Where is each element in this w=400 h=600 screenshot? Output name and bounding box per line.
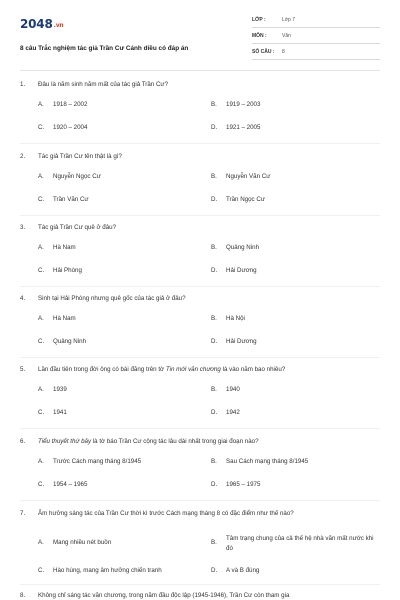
option-letter: D. bbox=[211, 267, 218, 274]
question-text: Đâu là năm sinh năm mất của tác giả Trần Cư? bbox=[38, 81, 169, 88]
option-letter: B. bbox=[211, 386, 217, 393]
question-text bbox=[38, 438, 380, 445]
option-letter: A. bbox=[38, 386, 44, 393]
option-text: Hà Nam bbox=[53, 315, 76, 322]
question-text: Sinh tại Hải Phòng nhưng quê gốc của tác giả ở đâu? bbox=[38, 295, 186, 302]
logo-suffix: .vn bbox=[53, 22, 64, 29]
option-letter: A. bbox=[38, 458, 44, 465]
option-text: Quảng Ninh bbox=[226, 244, 260, 251]
option-letter: B. bbox=[211, 315, 217, 322]
option-letter: C. bbox=[38, 267, 45, 274]
option-text: Trần Ngọc Cư bbox=[226, 196, 265, 203]
option-text: 1920 – 2004 bbox=[53, 124, 88, 131]
question-text: Tác giả Trần Cư tên thật là gì? bbox=[38, 153, 122, 160]
question-text: Không chỉ sáng tác văn chương, trong năm đầu độc lập (1945-1946), Trần Cư còn tham gia bbox=[38, 592, 290, 599]
header-divider bbox=[20, 70, 380, 71]
option-letter: A. bbox=[38, 101, 44, 108]
option-text: Nguyễn Ngọc Cư bbox=[53, 173, 101, 180]
option-text: A và B đúng bbox=[226, 567, 260, 574]
header bbox=[20, 12, 380, 64]
question-number: 3. bbox=[20, 224, 26, 231]
option-letter: D. bbox=[211, 196, 218, 203]
option-letter: C. bbox=[38, 481, 45, 488]
option-text: 1941 bbox=[53, 409, 67, 416]
option-text: Tâm trạng chung của cả thế hệ nhà văn mất nước khi đó bbox=[226, 535, 374, 552]
meta-value: Lớp 7 bbox=[282, 17, 296, 23]
meta-key: LỚP : bbox=[252, 17, 266, 23]
question-text: Tác giả Trần Cư quê ở đâu? bbox=[38, 224, 117, 231]
option-letter: C. bbox=[38, 124, 45, 131]
option-text: Hà Nam bbox=[53, 244, 76, 251]
option-text: 1918 – 2002 bbox=[53, 101, 88, 108]
option-text: Trước Cách mạng tháng 8/1945 bbox=[53, 458, 142, 465]
option-letter: A. bbox=[38, 244, 44, 251]
question-text-post: là tờ báo Trần Cư cộng tác lâu dài nhất trong giai đoạn nào? bbox=[91, 438, 259, 445]
option-letter: C. bbox=[38, 196, 45, 203]
option-text: 1939 bbox=[53, 386, 67, 393]
question-number: 5. bbox=[20, 366, 26, 373]
question-text-post: là vào năm bao nhiêu? bbox=[220, 366, 286, 373]
option-text: 1942 bbox=[226, 409, 240, 416]
question-divider bbox=[20, 143, 380, 144]
meta-box bbox=[252, 12, 380, 60]
question-divider bbox=[20, 428, 380, 429]
question-divider bbox=[20, 584, 380, 585]
meta-value: 8 bbox=[282, 49, 285, 55]
meta-key: MÔN : bbox=[252, 33, 267, 39]
option-text: Hà Nội bbox=[226, 315, 245, 322]
option-letter: C. bbox=[38, 567, 45, 574]
meta-row-count bbox=[252, 44, 380, 60]
option-text: Mang nhiều nét buồn bbox=[53, 539, 112, 546]
question-divider bbox=[20, 500, 380, 501]
option-text: Hải Dương bbox=[226, 267, 257, 274]
option-letter: D. bbox=[211, 481, 218, 488]
option-letter: D. bbox=[211, 338, 218, 345]
option-letter: D. bbox=[211, 409, 218, 416]
question-divider bbox=[20, 286, 380, 287]
option-text: Hào hùng, mang âm hưởng chiến tranh bbox=[53, 567, 162, 574]
meta-value: Văn bbox=[282, 33, 291, 39]
option-text: 1940 bbox=[226, 386, 240, 393]
option-letter: C. bbox=[38, 338, 45, 345]
question-number: 1. bbox=[20, 81, 26, 88]
option-text: 1921 – 2005 bbox=[226, 124, 261, 131]
option-text: Sau Cách mạng tháng 8/1945 bbox=[226, 458, 309, 465]
question-text: Âm hưởng sáng tác của Trần Cư thời kì trước Cách mạng tháng 8 có đặc điểm như thế nào? bbox=[38, 510, 294, 517]
question-number: 4. bbox=[20, 295, 26, 302]
option-text: Nguyễn Văn Cư bbox=[226, 173, 271, 180]
option-text: Quảng Ninh bbox=[53, 338, 87, 345]
option-letter: A. bbox=[38, 539, 44, 546]
option-text: 1919 – 2003 bbox=[226, 101, 261, 108]
question-divider bbox=[20, 215, 380, 216]
question-text bbox=[38, 366, 380, 373]
option-letter: D. bbox=[211, 567, 218, 574]
logo-main: 2048 bbox=[20, 17, 53, 31]
newspaper-title: Tin mới văn chương bbox=[165, 366, 221, 373]
newspaper-title: Tiểu thuyết thứ bảy bbox=[38, 438, 92, 445]
question-text-pre: Lần đầu tiên trong đời ông có bài đăng trên tờ bbox=[38, 366, 166, 373]
meta-key: SỐ CÂU : bbox=[252, 49, 275, 55]
option-letter: B. bbox=[211, 173, 217, 180]
question-number: 2. bbox=[20, 153, 26, 160]
option-letter: D. bbox=[211, 124, 218, 131]
option-letter: B. bbox=[211, 244, 217, 251]
option-letter: B. bbox=[211, 101, 217, 108]
option-text: Trần Văn Cư bbox=[53, 196, 89, 203]
question-number: 7. bbox=[20, 510, 26, 517]
option-text: Hải Phòng bbox=[53, 267, 82, 274]
option-text: 1965 – 1975 bbox=[226, 481, 261, 488]
question-number: 8. bbox=[20, 592, 26, 599]
meta-row-grade bbox=[252, 12, 380, 28]
document-title: 8 câu Trắc nghiệm tác giả Trần Cư Cánh diều có đáp án bbox=[20, 45, 189, 52]
option-letter: B. bbox=[211, 539, 217, 546]
option-text: 1954 – 1965 bbox=[53, 481, 88, 488]
site-logo[interactable] bbox=[20, 17, 63, 31]
option-letter: A. bbox=[38, 173, 44, 180]
meta-row-subject bbox=[252, 28, 380, 44]
question-divider bbox=[20, 357, 380, 358]
option-text: Hải Dương bbox=[226, 338, 257, 345]
option-letter: A. bbox=[38, 315, 44, 322]
option-letter: B. bbox=[211, 458, 217, 465]
question-number: 6. bbox=[20, 438, 26, 445]
option-letter: C. bbox=[38, 409, 45, 416]
